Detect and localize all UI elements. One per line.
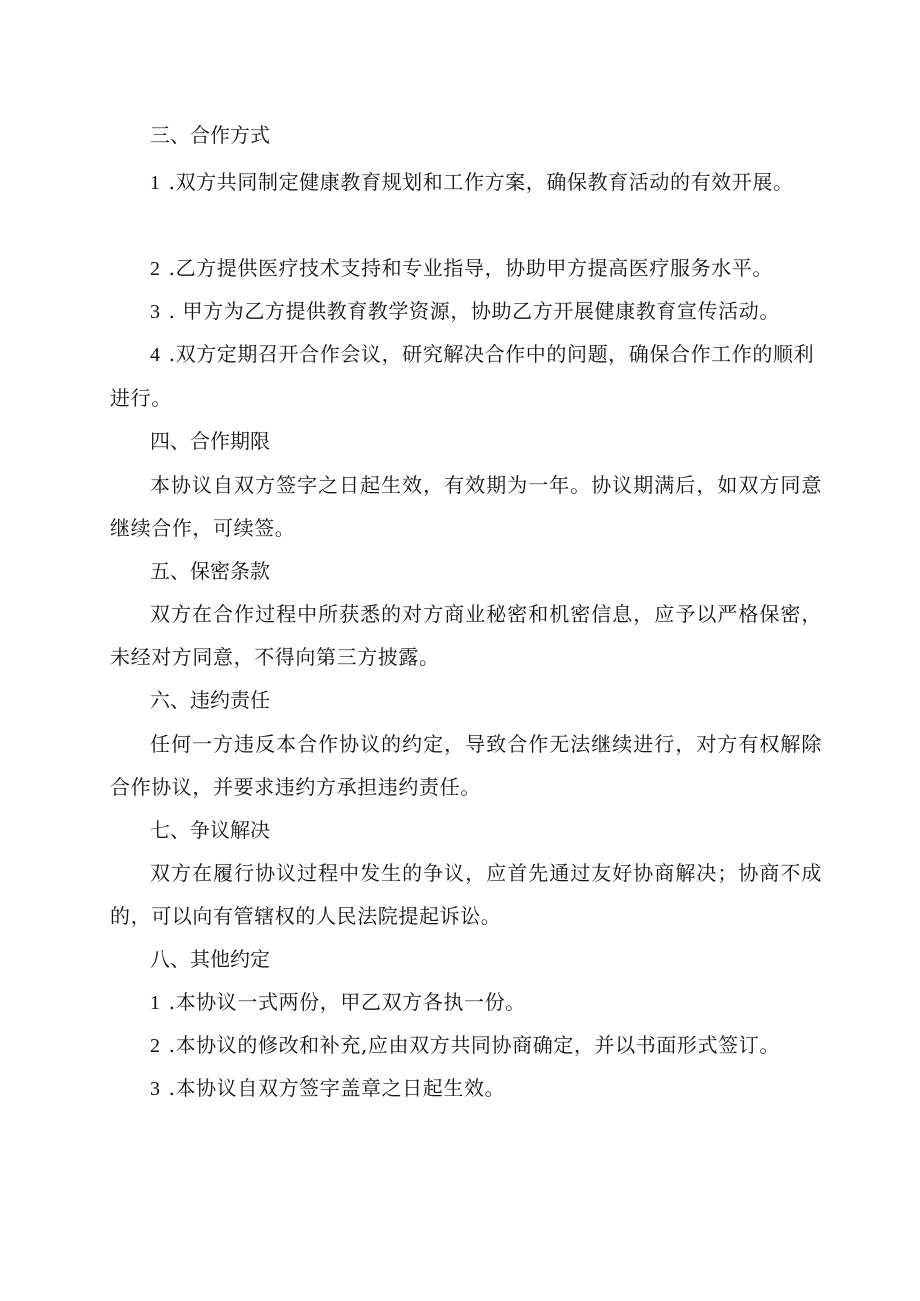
item-number: 1: [150, 992, 161, 1014]
item-text: . 甲方为乙方提供教育教学资源，协助乙方开展健康教育宣传活动。: [168, 299, 780, 323]
item-number: 1: [150, 172, 161, 194]
list-item: [110, 290, 822, 334]
paragraph-confidentiality: 双方在合作过程中所获悉的对方商业秘密和机密信息，应予以严格保密，未经对方同意，不得向第三方披露。: [110, 602, 822, 669]
list-item: [110, 1067, 822, 1111]
item-text: .本协议的修改和补充,应由双方共同协商确定，并以书面形式签订。: [168, 1033, 780, 1057]
item-number: 2: [150, 1035, 161, 1057]
section-heading-liability: 六、违约责任: [150, 688, 270, 712]
item-text: .双方定期召开合作会议，研究解决合作中的问题，确保合作工作的顺利进行。: [110, 342, 815, 410]
item-number: 3: [150, 301, 161, 323]
item-number: 3: [150, 1078, 161, 1100]
section-heading-cooperation-term: 四、合作期限: [150, 429, 270, 453]
list-item: [110, 333, 822, 420]
item-text: .本协议自双方签字盖章之日起生效。: [168, 1076, 506, 1100]
list-item: [110, 981, 822, 1025]
paragraph-cooperation-term: 本协议自双方签字之日起生效，有效期为一年。协议期满后，如双方同意继续合作，可续签。: [110, 473, 822, 540]
item-text: .乙方提供医疗技术支持和专业指导，协助甲方提高医疗服务水平。: [168, 256, 773, 280]
section-heading-dispute: 七、争议解决: [150, 818, 270, 842]
list-item: [110, 161, 822, 205]
item-number: 2: [150, 258, 161, 280]
paragraph-liability: 任何一方违反本合作协议的约定，导致合作无法继续进行，对方有权解除合作协议，并要求违约方承担违约责任。: [110, 732, 822, 799]
paragraph-dispute: 双方在履行协议过程中发生的争议，应首先通过友好协商解决；协商不成的，可以向有管辖权的人民法院提起诉讼。: [110, 861, 822, 928]
item-text: .本协议一式两份，甲乙双方各执一份。: [168, 990, 526, 1014]
list-item: [110, 247, 822, 291]
section-heading-other: 八、其他约定: [150, 947, 270, 971]
section-heading-confidentiality: 五、保密条款: [150, 559, 270, 583]
section-heading-cooperation-mode: 三、合作方式: [150, 123, 270, 147]
item-text: .双方共同制定健康教育规划和工作方案，确保教育活动的有效开展。: [168, 170, 794, 194]
list-item: [110, 1024, 822, 1068]
item-number: 4: [150, 344, 161, 366]
